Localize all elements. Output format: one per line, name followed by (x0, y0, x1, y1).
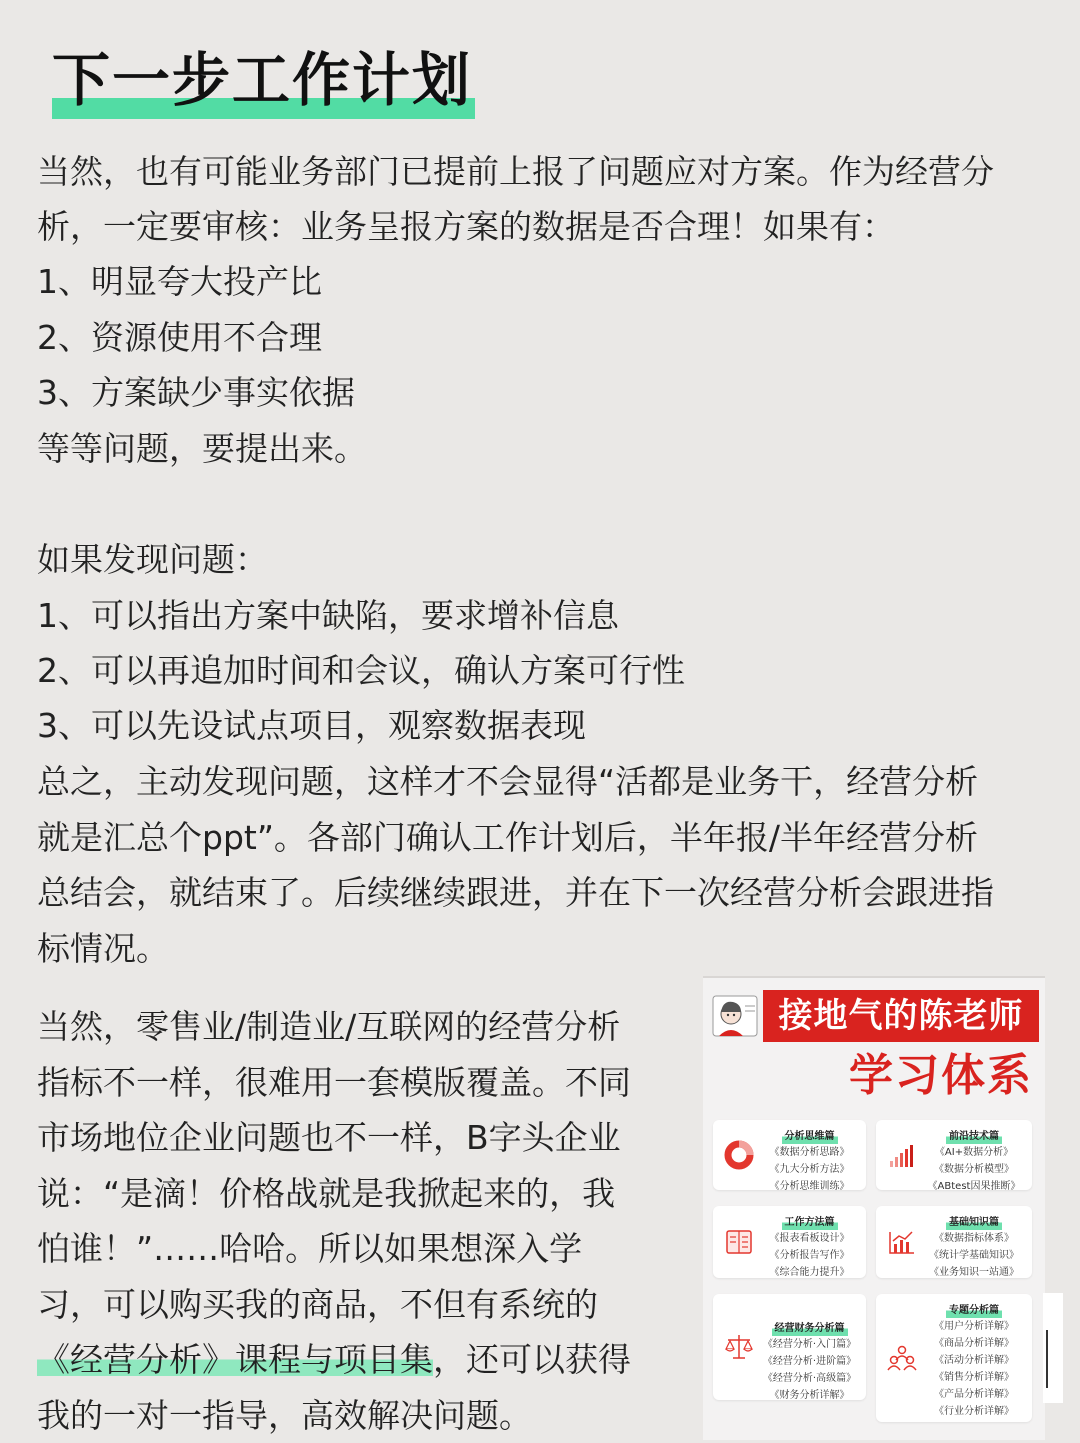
promo-card[interactable] (703, 976, 1045, 1440)
paragraph-line: 习，可以购买我的商品，不但有系统的 (37, 1285, 598, 1324)
module-title: 专题分析篇 (946, 1304, 1002, 1318)
paragraph-tail: ，还可以获得 (433, 1340, 631, 1379)
course-link[interactable]: 《经营分析》课程与项目集 (37, 1340, 433, 1379)
paragraph-line: 指标不一样，很难用一套模版覆盖。不同 (37, 1063, 631, 1102)
list-item: 3、可以先设试点项目，观察数据表现 (37, 706, 586, 745)
module-item: 《用户分析详解》 (934, 1321, 1014, 1332)
report-icon (723, 1226, 755, 1258)
module-title: 前沿技术篇 (946, 1130, 1002, 1144)
module-item: 《综合能力提升》 (769, 1267, 850, 1278)
text-cursor (1046, 1330, 1048, 1388)
section-heading: 如果发现问题： (37, 540, 268, 579)
module-item: 《ABtest因果推断》 (927, 1181, 1021, 1192)
brand-banner: 接地气的陈老师 (763, 990, 1039, 1042)
module-item: 《经营分析·进阶篇》 (762, 1356, 857, 1367)
module-item: 《活动分析详解》 (934, 1355, 1014, 1366)
module-item: 《行业分析详解》 (934, 1406, 1014, 1417)
module-title: 经营财务分析篇 (772, 1322, 848, 1336)
paragraph-line: 市场地位企业问题也不一样，B字头企业 (37, 1118, 621, 1157)
list-item: 1、可以指出方案中缺陷，要求增补信息 (37, 596, 619, 635)
paragraph-line: 等等问题，要提出来。 (37, 429, 367, 468)
people-icon (886, 1342, 918, 1374)
module-card-thinking[interactable] (713, 1120, 866, 1190)
module-item: 《业务知识一站通》 (929, 1267, 1019, 1278)
module-item: 《AI+数据分析》 (934, 1147, 1014, 1158)
module-card-frontier[interactable] (876, 1120, 1032, 1190)
donut-icon (723, 1139, 755, 1171)
list-item: 3、方案缺少事实依据 (37, 373, 355, 412)
module-card-method[interactable] (713, 1206, 866, 1278)
module-card-finance[interactable] (713, 1294, 866, 1400)
title-block (52, 40, 472, 120)
module-item: 《商品分析详解》 (934, 1338, 1014, 1349)
paragraph-line: 我的一对一指导，高效解决问题。 (37, 1396, 532, 1435)
paragraph-line: 就是汇总个ppt”。各部门确认工作计划后，半年报/半年经营分析 (37, 818, 979, 857)
module-item: 《九大分析方法》 (769, 1164, 850, 1175)
module-item: 《报表看板设计》 (769, 1233, 850, 1244)
paragraph-line: 当然，也有可能业务部门已提前上报了问题应对方案。作为经营分 (37, 152, 994, 191)
module-item: 《数据指标体系》 (934, 1233, 1014, 1244)
paragraph-line: 说：“是滴！价格战就是我掀起来的，我 (37, 1174, 616, 1213)
bar-chart-icon (886, 1139, 918, 1171)
module-card-special[interactable] (876, 1294, 1032, 1422)
paragraph-line: 总结会，就结束了。后续继续跟进，并在下一次经营分析会跟进指 (37, 873, 994, 912)
paragraph-line: 总之，主动发现问题，这样才不会显得“活都是业务干，经营分析 (37, 762, 979, 801)
module-item: 《财务分析详解》 (769, 1390, 850, 1401)
module-item: 《经营分析·入门篇》 (762, 1339, 857, 1350)
module-title: 基础知识篇 (946, 1216, 1002, 1230)
list-item: 1、明显夸大投产比 (37, 262, 322, 301)
paragraph-line (37, 1340, 631, 1380)
teacher-avatar-icon (711, 992, 761, 1042)
module-item: 《分析报告写作》 (769, 1250, 850, 1261)
module-item: 《统计学基础知识》 (929, 1250, 1019, 1261)
paragraph-line: 析，一定要审核：业务呈报方案的数据是否合理！如果有： (37, 207, 895, 246)
paragraph-line: 怕谁！”……哈哈。所以如果想深入学 (37, 1229, 583, 1268)
paragraph-line: 当然，零售业/制造业/互联网的经营分析 (37, 1007, 621, 1046)
list-item: 2、资源使用不合理 (37, 318, 322, 357)
module-item: 《销售分析详解》 (934, 1372, 1014, 1383)
module-item: 《数据分析思路》 (769, 1147, 850, 1158)
module-card-basics[interactable] (876, 1206, 1032, 1278)
system-title: 学习体系 (849, 1050, 1033, 1101)
growth-chart-icon (886, 1226, 918, 1258)
paragraph-line: 标情况。 (37, 929, 169, 968)
scale-icon (723, 1331, 755, 1363)
list-item: 2、可以再追加时间和会议，确认方案可行性 (37, 651, 685, 690)
module-item: 《分析思维训练》 (769, 1181, 850, 1192)
page-title: 下一步工作计划 (52, 46, 473, 114)
module-title: 工作方法篇 (782, 1216, 838, 1230)
module-item: 《产品分析详解》 (934, 1389, 1014, 1400)
module-title: 分析思维篇 (782, 1130, 838, 1144)
module-item: 《经营分析·高级篇》 (762, 1373, 857, 1384)
module-item: 《数据分析模型》 (934, 1164, 1014, 1175)
